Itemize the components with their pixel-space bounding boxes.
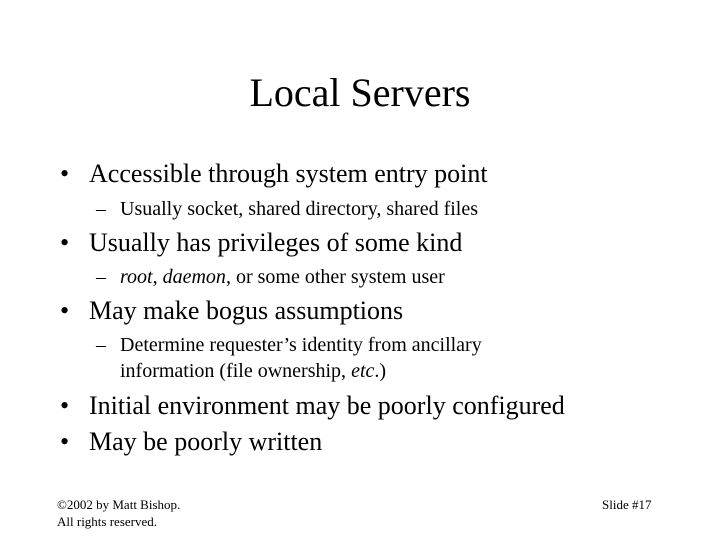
separator-text: , bbox=[152, 266, 163, 288]
bullet-item bbox=[60, 158, 488, 190]
bullet-item bbox=[60, 295, 403, 327]
footer-copyright bbox=[57, 496, 180, 530]
bullet-marker: • bbox=[60, 159, 70, 188]
sub-bullet-continuation bbox=[120, 358, 386, 384]
sub-bullet-item bbox=[96, 332, 482, 358]
bullet-item bbox=[60, 390, 565, 422]
rights-text: All rights reserved. bbox=[57, 514, 158, 529]
bullet-marker: • bbox=[60, 228, 70, 257]
bullet-text: May be poorly written bbox=[89, 427, 323, 456]
sub-bullet-item bbox=[96, 264, 445, 290]
bullet-text: Usually has privileges of some kind bbox=[89, 228, 463, 257]
italic-term-daemon: daemon bbox=[162, 266, 226, 288]
bullet-item bbox=[60, 426, 322, 458]
italic-term-etc: etc bbox=[351, 360, 375, 382]
bullet-text: May make bogus assumptions bbox=[89, 296, 404, 325]
sub-bullet-marker: – bbox=[96, 334, 106, 356]
bullet-marker: • bbox=[60, 391, 70, 420]
slide-number: Slide #17 bbox=[602, 497, 652, 512]
slide-title: Local Servers bbox=[249, 70, 471, 115]
bullet-marker: • bbox=[60, 427, 70, 456]
sub-bullet-text: , or some other system user bbox=[225, 266, 445, 288]
bullet-text: Initial environment may be poorly configured bbox=[89, 391, 565, 420]
sub-bullet-marker: – bbox=[96, 198, 106, 220]
sub-bullet-text: Usually socket, shared directory, shared files bbox=[120, 198, 479, 220]
bullet-item bbox=[60, 227, 462, 259]
bullet-text: Accessible through system entry point bbox=[89, 159, 488, 188]
copyright-text: ©2002 by Matt Bishop. bbox=[57, 497, 181, 512]
sub-bullet-marker: – bbox=[96, 266, 106, 288]
sub-bullet-text-end: .) bbox=[374, 360, 387, 382]
sub-bullet-text: information (file ownership, bbox=[120, 360, 352, 382]
bullet-marker: • bbox=[60, 296, 70, 325]
italic-term-root: root bbox=[120, 266, 153, 288]
sub-bullet-text: Determine requester’s identity from ancillary bbox=[120, 334, 482, 356]
sub-bullet-item bbox=[96, 196, 478, 222]
